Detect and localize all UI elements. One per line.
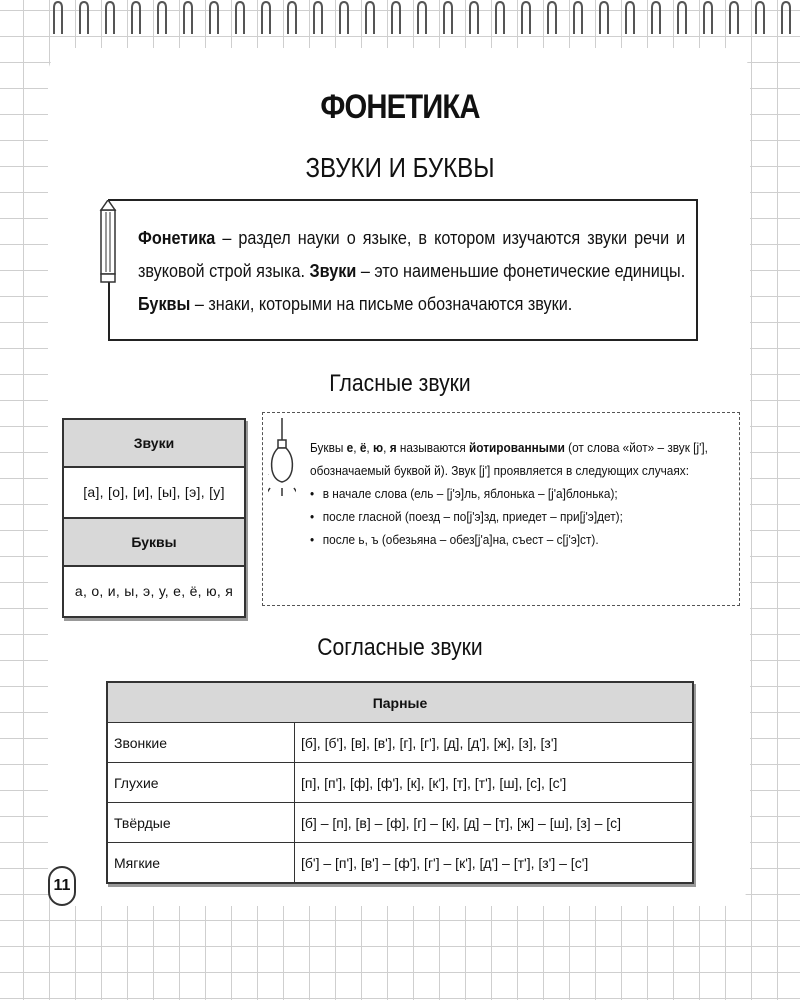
lightbulb-icon (268, 418, 296, 500)
consonants-table (106, 681, 694, 884)
note-bold: йотированными (469, 440, 565, 455)
vowel-letters: а, о, и, ы, э, у, е, ё, ю, я (74, 583, 234, 599)
row-label: Мягкие (107, 843, 295, 884)
binding-ring (600, 2, 608, 34)
binding-ring (184, 2, 192, 34)
binding-ring (210, 2, 218, 34)
table-row (107, 803, 693, 843)
term-sounds: Звуки (309, 261, 357, 281)
vowels-table (62, 418, 246, 618)
binding-ring (704, 2, 712, 34)
binding-ring (80, 2, 88, 34)
definition-text (138, 222, 685, 321)
definition-part: – раздел науки о языке, в котором изучаются звуки речи и звуковой строй языка. (138, 228, 686, 281)
sounds-header: Звуки (64, 420, 244, 468)
binding-ring (444, 2, 452, 34)
note-bold: ю (373, 440, 384, 455)
pencil-icon (98, 200, 118, 286)
vowel-sounds: [а], [о], [и], [ы], [э], [у] (64, 468, 244, 519)
binding-ring (626, 2, 634, 34)
binding-ring (392, 2, 400, 34)
table-header-row (107, 682, 693, 723)
note-text: (от слова «йот» – звук [j'], обозначаемый буквой й). Звук [j'] проявляется в следующих случаях: (310, 440, 708, 478)
vowels-heading: Гласные звуки (329, 370, 471, 397)
note-item: • после гласной (поезд – по[j'э]зд, приедет – при[j'э]дет); (310, 505, 734, 528)
binding-ring (340, 2, 348, 34)
row-label: Звонкие (107, 723, 295, 763)
binding-ring (314, 2, 322, 34)
table-row (107, 763, 693, 803)
binding-ring (54, 2, 62, 34)
binding-ring (236, 2, 244, 34)
row-label: Твёрдые (107, 803, 295, 843)
iotated-note (310, 436, 734, 551)
definition-part: – знаки, которыми на письме обозначаются звуки. (190, 294, 573, 314)
note-bold: я (389, 440, 397, 455)
page-subtitle: ЗВУКИ И БУКВЫ (305, 152, 495, 183)
binding-ring (366, 2, 374, 34)
binding-ring (652, 2, 660, 34)
binding-ring (132, 2, 140, 34)
page-number: 11 (48, 866, 76, 906)
binding-ring (574, 2, 582, 34)
note-bold: е (346, 440, 354, 455)
binding-ring (288, 2, 296, 34)
note-intro (310, 436, 734, 482)
binding-ring (756, 2, 764, 34)
row-label: Глухие (107, 763, 295, 803)
binding-ring (678, 2, 686, 34)
binding-ring (470, 2, 478, 34)
note-item: • в начале слова (ель – [j'э]ль, яблонька – [j'а]блонька); (310, 482, 734, 505)
binding-ring (158, 2, 166, 34)
term-letters: Буквы (138, 294, 191, 314)
binding-ring (496, 2, 504, 34)
note-text: , (353, 440, 360, 455)
note-text: называются (396, 440, 470, 455)
table-row (107, 723, 693, 763)
binding-ring (548, 2, 556, 34)
paired-header: Парные (107, 682, 693, 723)
binding-ring (106, 2, 114, 34)
binding-ring (418, 2, 426, 34)
note-item: • после ь, ъ (обезьяна – обез[j'а]на, съест – с[j'э]ст). (310, 528, 734, 551)
row-value: [п], [п'], [ф], [ф'], [к], [к'], [т], [т'], [ш], [с], [с'] (295, 763, 694, 803)
row-value: [б'] – [п'], [в'] – [ф'], [г'] – [к'], [д'] – [т'], [з'] – [с'] (295, 843, 694, 884)
page-title: ФОНЕТИКА (320, 88, 480, 126)
note-bold: ё (359, 440, 367, 455)
spiral-binding (0, 0, 800, 42)
term-phonetics: Фонетика (138, 228, 216, 248)
letters-header: Буквы (64, 519, 244, 567)
note-text: Буквы (310, 440, 347, 455)
note-list (310, 482, 734, 551)
note-text: , (383, 440, 390, 455)
definition-part: – это наименьшие фонетические единицы. (356, 261, 686, 281)
binding-ring (262, 2, 270, 34)
row-value: [б], [б'], [в], [в'], [г], [г'], [д], [д'], [ж], [з], [з'] (295, 723, 694, 763)
row-value: [б] – [п], [в] – [ф], [г] – [к], [д] – [т], [ж] – [ш], [з] – [с] (295, 803, 694, 843)
note-text: , (366, 440, 374, 455)
consonants-heading: Согласные звуки (317, 634, 483, 661)
binding-ring (522, 2, 530, 34)
binding-ring (730, 2, 738, 34)
table-row (107, 843, 693, 884)
binding-ring (782, 2, 790, 34)
